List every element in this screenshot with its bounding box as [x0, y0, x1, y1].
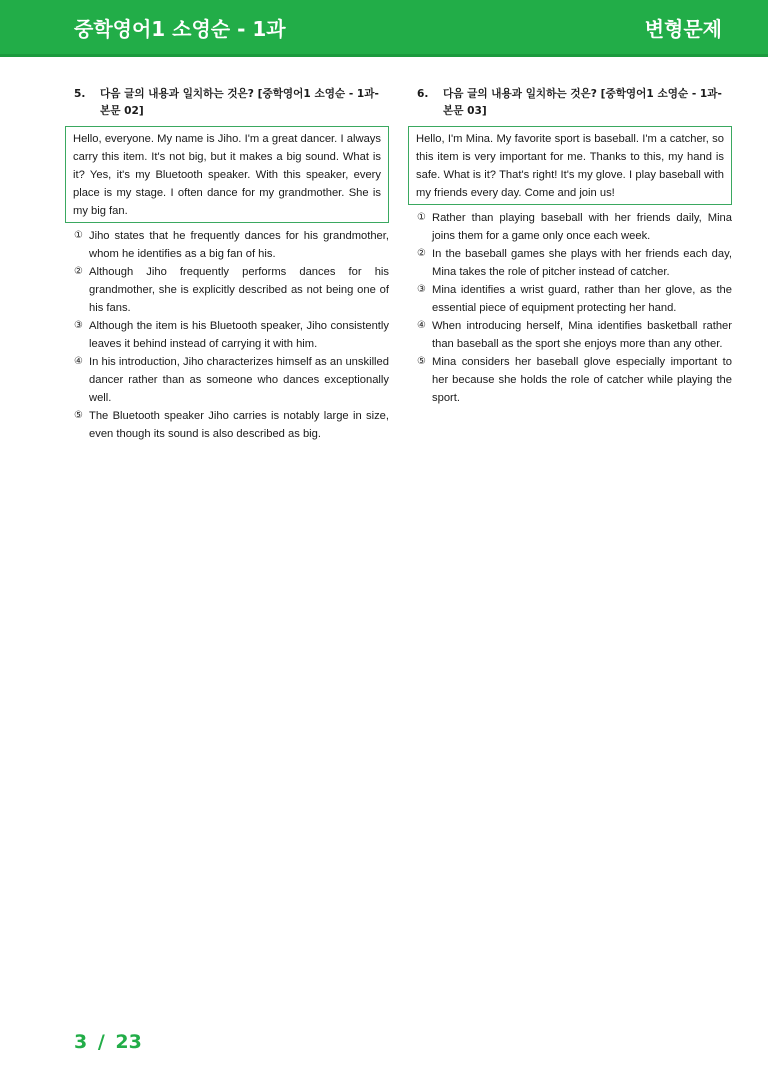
choice-marker: ③: [417, 284, 426, 295]
choice-text: Although the item is his Bluetooth speaker, Jiho consistently leaves it behind instead of carrying it with him.: [89, 320, 389, 350]
choice-item[interactable]: [417, 209, 732, 245]
choice-text: The Bluetooth speaker Jiho carries is notably large in size, even though its sound is also described as big.: [89, 410, 389, 440]
page-number: 3 / 23: [74, 1031, 142, 1053]
choice-marker: ①: [74, 230, 83, 241]
question-6: [408, 86, 732, 407]
header-bar: [0, 0, 768, 57]
choice-text: Although Jiho frequently performs dances for his grandmother, she is explicitly described as not being one of his fans.: [89, 266, 389, 314]
choice-text: When introducing herself, Mina identifies basketball rather than baseball as the sport she enjoys more than any other.: [432, 320, 732, 350]
choice-item[interactable]: [74, 317, 389, 353]
choice-text: Jiho states that he frequently dances for his grandmother, whom he identifies as a big fan of his.: [89, 230, 389, 260]
question-prompt: 다음 글의 내용과 일치하는 것은? [중학영어1 소영순 - 1과-본문 02]: [100, 88, 379, 117]
choice-item[interactable]: [417, 317, 732, 353]
section-label: 변형문제: [644, 17, 722, 41]
choice-marker: ④: [417, 320, 426, 331]
choice-text: Rather than playing baseball with her friends daily, Mina joins them for a game only once each week.: [432, 212, 732, 242]
choice-marker: ⑤: [417, 356, 426, 367]
choice-marker: ③: [74, 320, 83, 331]
choice-text: In the baseball games she plays with her friends each day, Mina takes the role of pitcher instead of catcher.: [432, 248, 732, 278]
choice-item[interactable]: [74, 353, 389, 407]
choice-marker: ①: [417, 212, 426, 223]
choice-item[interactable]: [417, 245, 732, 281]
choice-marker: ⑤: [74, 410, 83, 421]
choice-marker: ④: [74, 356, 83, 367]
page-title: 중학영어1 소영순 - 1과: [74, 17, 286, 41]
choice-list: [65, 227, 389, 443]
choice-item[interactable]: [74, 263, 389, 317]
passage-box: Hello, everyone. My name is Jiho. I'm a great dancer. I always carry this item. It's not big, but it makes a big sound. What is it? Yes, it's my Bluetooth speaker. With this speaker, every place is my stage. I often dance for my grandmother. She is my big fan.: [65, 126, 389, 223]
choice-text: Mina identifies a wrist guard, rather than her glove, as the essential piece of equipment protecting her hand.: [432, 284, 732, 314]
choice-marker: ②: [417, 248, 426, 259]
question-5: [65, 86, 389, 443]
question-prompt: 다음 글의 내용과 일치하는 것은? [중학영어1 소영순 - 1과-본문 03]: [443, 88, 722, 117]
question-number: 6.: [417, 88, 429, 100]
passage-box: Hello, I'm Mina. My favorite sport is baseball. I'm a catcher, so this item is very important for me. Thanks to this, my hand is safe. What is it? That's right! It's my glove. I play baseball with my friends every day. Come and join us!: [408, 126, 732, 205]
choice-text: Mina considers her baseball glove especially important to her because she holds the role of catcher while playing the sport.: [432, 356, 732, 404]
choice-list: [408, 209, 732, 407]
question-number: 5.: [74, 88, 86, 100]
question-header: [65, 86, 389, 120]
choice-item[interactable]: [74, 227, 389, 263]
question-header: [408, 86, 732, 120]
choice-item[interactable]: [417, 353, 732, 407]
choice-text: In his introduction, Jiho characterizes himself as an unskilled dancer rather than as someone who dances exceptionally well.: [89, 356, 389, 404]
choice-item[interactable]: [417, 281, 732, 317]
choice-marker: ②: [74, 266, 83, 277]
choice-item[interactable]: [74, 407, 389, 443]
